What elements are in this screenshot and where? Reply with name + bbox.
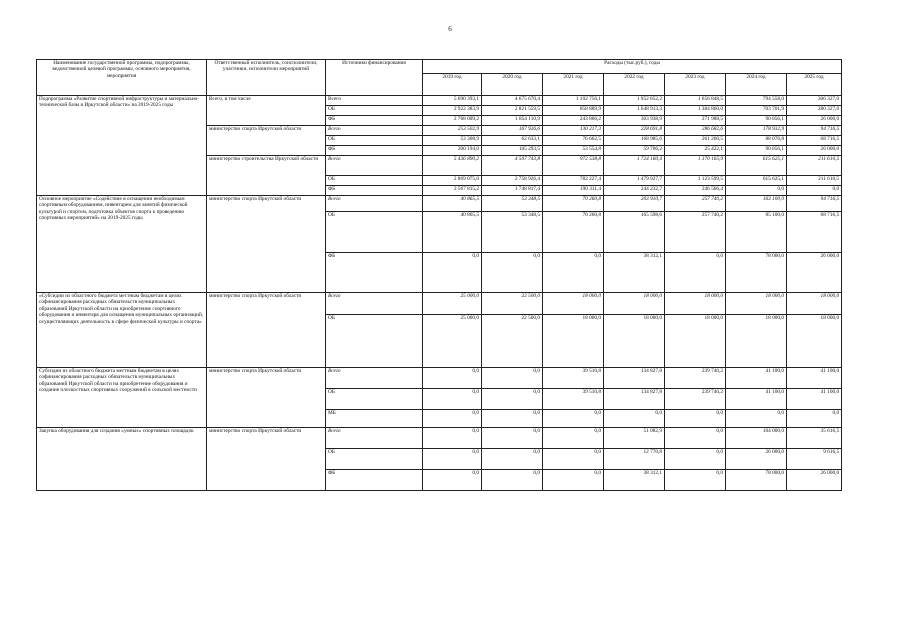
value-cell: 1 748 817,4 [482, 186, 543, 196]
value-cell: 1 648 913,3 [604, 106, 665, 116]
value-cell: 18 000,0 [726, 315, 787, 368]
source-cell: ФБ [326, 146, 423, 156]
section-name: Закупка оборудования для создания «умных» спортивных площадок [37, 428, 207, 491]
value-cell: 68 716,5 [787, 212, 842, 253]
executor-cell: министерство спорта Иркутской области [207, 368, 326, 428]
value-cell: 1 370 165,9 [665, 156, 726, 176]
value-cell: 62 633,1 [482, 136, 543, 146]
value-cell: 167 926,6 [482, 126, 543, 136]
value-cell: 0,0 [423, 449, 482, 470]
value-cell: 0,0 [482, 428, 543, 449]
value-cell: 25 422,1 [665, 146, 726, 156]
value-cell: 41 100,0 [787, 389, 842, 410]
value-cell: 51 082,9 [604, 428, 665, 449]
value-cell: 1 123 599,5 [665, 176, 726, 186]
value-cell: 2 922 383,9 [423, 106, 482, 116]
source-cell: МБ [326, 410, 423, 428]
value-cell: 18 000,0 [604, 293, 665, 315]
value-cell: 18 000,0 [726, 293, 787, 315]
value-cell: 70 260,8 [543, 196, 604, 212]
value-cell: 2 821 559,5 [482, 106, 543, 116]
source-cell: ОБ [326, 136, 423, 146]
value-cell: 261 260,5 [665, 136, 726, 146]
value-cell: 257 740,2 [665, 196, 726, 212]
source-cell: ФБ [326, 116, 423, 126]
value-cell: 858 889,9 [543, 106, 604, 116]
value-cell: 130 217,3 [543, 126, 604, 136]
section-name: Подпрограмма «Развитие спортивной инфраструктуры и материально-технической базы в Иркутской области» на 2019-2025 годы [37, 96, 207, 196]
value-cell: 1 384 860,0 [665, 106, 726, 116]
value-cell: 40 865,5 [423, 196, 482, 212]
value-cell: 94 716,5 [787, 126, 842, 136]
value-cell: 239 740,2 [665, 368, 726, 389]
section-name: «Субсидии из областного бюджета местным бюджетам в целях софинансирования расходных обязательств муниципальных образований Иркутской области на приобретение спортивного оборудования и инвентаря для оснащения муниципальных организаций, осуществляющих деятельность в сфере физической культуры и спорта» [37, 293, 207, 368]
value-cell: 18 000,0 [787, 315, 842, 368]
value-cell: 76 662,5 [543, 136, 604, 146]
executor-cell: министерство спорта Иркутской области [207, 196, 326, 293]
value-cell: 9 616,5 [787, 449, 842, 470]
value-cell: 39 510,8 [543, 389, 604, 410]
value-cell: 0,0 [423, 410, 482, 428]
source-cell: Всего [326, 126, 423, 136]
value-cell: 26 000,0 [787, 146, 842, 156]
value-cell: 0,0 [665, 253, 726, 293]
value-cell: 168 985,6 [604, 136, 665, 146]
value-cell: 1 102 756,1 [543, 96, 604, 106]
value-cell: 26 000,0 [787, 253, 842, 293]
value-cell: 0,0 [604, 410, 665, 428]
value-cell: 1 952 852,2 [604, 96, 665, 106]
executor-cell: министерство спорта Иркутской области [207, 126, 326, 156]
value-cell: 0,0 [482, 410, 543, 428]
value-cell: 178 932,9 [726, 126, 787, 136]
value-cell: 0,0 [787, 410, 842, 428]
page-number: 6 [448, 25, 452, 33]
value-cell: 211 610,5 [787, 176, 842, 186]
header-executor: Ответственный исполнитель, соисполнители, участники, исполнители мероприятий [207, 60, 326, 96]
executor-cell: Всего, в том числе [207, 96, 326, 126]
value-cell: 246 566,4 [665, 186, 726, 196]
value-cell: 18 000,0 [543, 315, 604, 368]
source-cell: ОБ [326, 315, 423, 368]
value-cell: 1 656 848,5 [665, 96, 726, 106]
source-cell: Всего [326, 428, 423, 449]
value-cell: 18 000,0 [543, 293, 604, 315]
value-cell: 78 000,0 [726, 470, 787, 491]
source-cell: Всего [326, 196, 423, 212]
value-cell: 0,0 [482, 368, 543, 389]
value-cell: 0,0 [423, 389, 482, 410]
value-cell: 4 507 743,8 [482, 156, 543, 176]
value-cell: 85 100,0 [726, 212, 787, 253]
source-cell: Всего [326, 96, 423, 106]
value-cell: 280 327,0 [787, 106, 842, 116]
value-cell: 68 716,5 [787, 136, 842, 146]
value-cell: 104 000,0 [726, 428, 787, 449]
header-year: 2025 год [787, 74, 842, 96]
value-cell: 0,0 [543, 470, 604, 491]
header-year: 2024 год [726, 74, 787, 96]
value-cell: 0,0 [543, 428, 604, 449]
value-cell: 0,0 [482, 253, 543, 293]
source-cell: ФБ [326, 186, 423, 196]
value-cell: 35 616,5 [787, 428, 842, 449]
value-cell: 303 938,9 [604, 116, 665, 126]
value-cell: 25 000,0 [423, 293, 482, 315]
header-year: 2022 год [604, 74, 665, 96]
value-cell: 38 312,1 [604, 470, 665, 491]
source-cell: ОБ [326, 212, 423, 253]
source-cell: ОБ [326, 449, 423, 470]
value-cell: 2 758 926,4 [482, 176, 543, 186]
value-cell: 90 856,1 [726, 116, 787, 126]
value-cell: 972 538,8 [543, 156, 604, 176]
value-cell: 203 910,7 [604, 196, 665, 212]
value-cell: 134 827,8 [604, 368, 665, 389]
table-row [37, 293, 842, 315]
executor-cell: министерство строительства Иркутской области [207, 156, 326, 196]
value-cell: 0,0 [543, 410, 604, 428]
header-year: 2023 год [665, 74, 726, 96]
value-cell: 0,0 [665, 428, 726, 449]
value-cell: 53 348,5 [482, 196, 543, 212]
value-cell: 615 625,1 [726, 176, 787, 186]
value-cell: 271 988,5 [665, 116, 726, 126]
value-cell: 40 865,5 [423, 212, 482, 253]
value-cell: 165 598,6 [604, 212, 665, 253]
value-cell: 244 232,7 [604, 186, 665, 196]
value-cell: 306 327,0 [787, 96, 842, 106]
value-cell: 53 348,5 [482, 212, 543, 253]
value-cell: 22 500,0 [482, 293, 543, 315]
value-cell: 94 716,5 [787, 196, 842, 212]
source-cell: ОБ [326, 389, 423, 410]
source-cell: ФБ [326, 470, 423, 491]
value-cell: 2 869 075,0 [423, 176, 482, 186]
value-cell: 105 293,5 [482, 146, 543, 156]
value-cell: 0,0 [423, 428, 482, 449]
value-cell: 25 000,0 [423, 315, 482, 368]
value-cell: 41 100,0 [726, 389, 787, 410]
source-cell: ОБ [326, 176, 423, 186]
table-row [37, 196, 842, 212]
value-cell: 0,0 [543, 449, 604, 470]
source-cell: Всего [326, 368, 423, 389]
value-cell: 190 311,4 [543, 186, 604, 196]
source-cell: Всего [326, 293, 423, 315]
value-cell: 88 076,8 [726, 136, 787, 146]
executor-cell: министерство спорта Иркутской области [207, 293, 326, 368]
executor-cell: министерство спорта Иркутской области [207, 428, 326, 491]
value-cell: 12 770,8 [604, 449, 665, 470]
value-cell: 0,0 [482, 389, 543, 410]
value-cell: 257 740,2 [665, 212, 726, 253]
value-cell: 0,0 [665, 470, 726, 491]
value-cell: 0,0 [665, 449, 726, 470]
table-row [37, 428, 842, 449]
section-name: Субсидии из областного бюджета местным бюджетам в целях софинансирования расходных обязательств муниципальных образований Иркутской области на приобретение оборудования и создание плоскостных спортивных сооружений в сельской местности [37, 368, 207, 428]
value-cell: 0,0 [543, 253, 604, 293]
value-cell: 39 510,8 [543, 368, 604, 389]
value-cell: 134 827,8 [604, 389, 665, 410]
table-row [37, 96, 842, 106]
source-cell: Всего [326, 156, 423, 176]
value-cell: 0,0 [726, 186, 787, 196]
value-cell: 70 260,8 [543, 212, 604, 253]
value-cell: 18 000,0 [665, 293, 726, 315]
value-cell: 1 854 110,9 [482, 116, 543, 126]
value-cell: 59 706,2 [604, 146, 665, 156]
value-cell: 0,0 [726, 410, 787, 428]
header-source: Источники финансирования [326, 60, 423, 96]
value-cell: 4 675 670,4 [482, 96, 543, 106]
header-year: 2019 год [423, 74, 482, 96]
value-cell: 286 682,6 [665, 126, 726, 136]
value-cell: 26 000,0 [787, 470, 842, 491]
value-cell: 41 100,0 [726, 368, 787, 389]
value-cell: 53 308,9 [423, 136, 482, 146]
financing-table [36, 59, 842, 491]
value-cell: 782 227,4 [543, 176, 604, 186]
value-cell: 0,0 [423, 253, 482, 293]
value-cell: 0,0 [423, 470, 482, 491]
value-cell: 2 567 815,2 [423, 186, 482, 196]
value-cell: 243 866,2 [543, 116, 604, 126]
value-cell: 90 856,1 [726, 146, 787, 156]
source-cell: ФБ [326, 253, 423, 293]
value-cell: 615 625,1 [726, 156, 787, 176]
value-cell: 0,0 [482, 470, 543, 491]
value-cell: 0,0 [482, 449, 543, 470]
header-year: 2021 год [543, 74, 604, 96]
value-cell: 26 000,0 [787, 116, 842, 126]
value-cell: 5 436 890,2 [423, 156, 482, 176]
value-cell: 1 724 160,4 [604, 156, 665, 176]
table-row [37, 368, 842, 389]
value-cell: 18 000,0 [665, 315, 726, 368]
section-name: Основное мероприятие «Содействие в оснащении необходимым спортивным оборудованием, инвентарем для занятий физической культурой и спортом, подготовка объектов спорта к проведению спортивных мероприятий» на 2019-2025 годы [37, 196, 207, 293]
header-year: 2020 год [482, 74, 543, 96]
value-cell: 41 100,0 [787, 368, 842, 389]
header-name: Наименование государственной программы, подпрограммы, ведомственной целевой программы, основного мероприятия, мероприятия [37, 60, 207, 96]
value-cell: 1 479 927,7 [604, 176, 665, 186]
value-cell: 22 500,0 [482, 315, 543, 368]
source-cell: ОБ [326, 106, 423, 116]
value-cell: 78 000,0 [726, 253, 787, 293]
value-cell: 253 502,9 [423, 126, 482, 136]
value-cell: 0,0 [787, 186, 842, 196]
value-cell: 53 554,8 [543, 146, 604, 156]
value-cell: 163 100,0 [726, 196, 787, 212]
value-cell: 5 690 393,1 [423, 96, 482, 106]
value-cell: 211 610,5 [787, 156, 842, 176]
value-cell: 0,0 [665, 410, 726, 428]
value-cell: 38 312,1 [604, 253, 665, 293]
value-cell: 794 558,0 [726, 96, 787, 106]
value-cell: 18 000,0 [604, 315, 665, 368]
value-cell: 239 740,2 [665, 389, 726, 410]
value-cell: 228 691,8 [604, 126, 665, 136]
value-cell: 703 701,9 [726, 106, 787, 116]
value-cell: 26 000,0 [726, 449, 787, 470]
value-cell: 18 000,0 [787, 293, 842, 315]
value-cell: 0,0 [423, 368, 482, 389]
value-cell: 200 194,0 [423, 146, 482, 156]
value-cell: 2 768 009,2 [423, 116, 482, 126]
header-expenses: Расходы (тыс.руб.), годы [423, 60, 842, 74]
